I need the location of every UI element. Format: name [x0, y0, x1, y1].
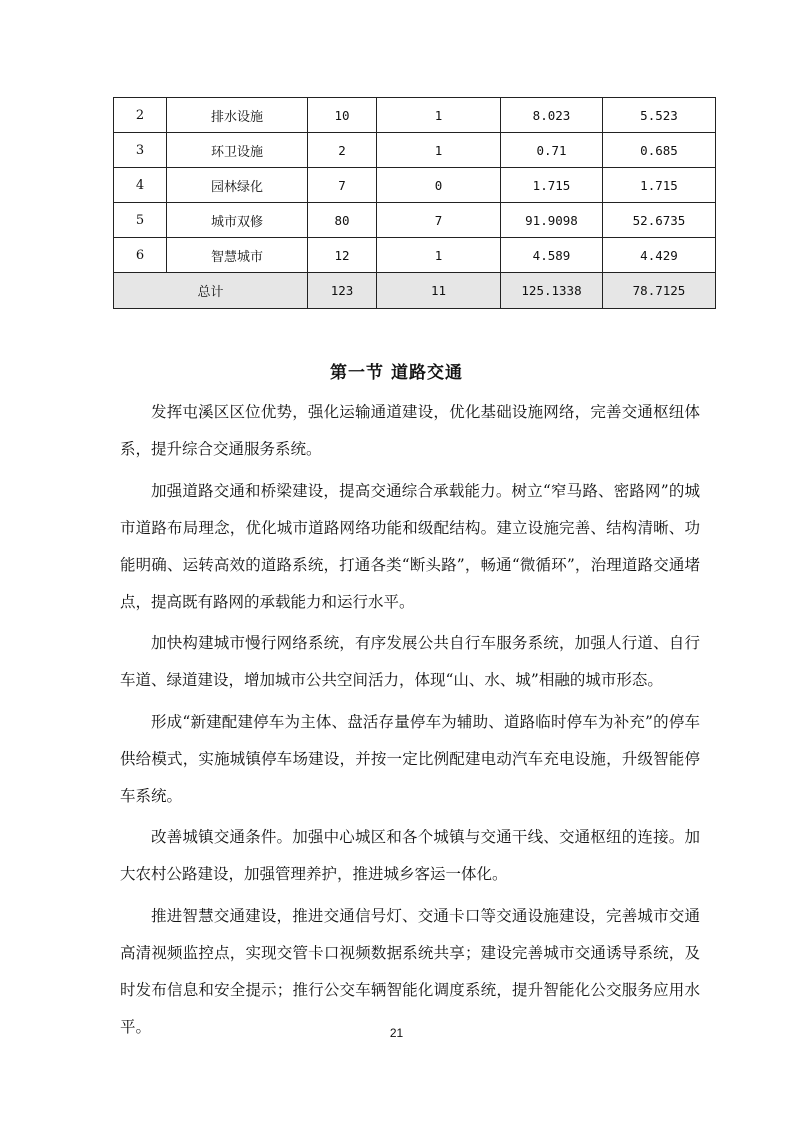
paragraph: 加强道路交通和桥梁建设，提高交通综合承载能力。树立“窄马路、密路网”的城市道路布局理念，优化城市道路网络功能和级配结构。建立设施完善、结构清晰、功能明确、运转高效的道路系统，打通各类“断头路”，畅通“微循环”，治理道路交通堵点，提高既有路网的承载能力和运行水平。 [120, 481, 700, 611]
table-row [114, 238, 716, 273]
total-label: 总计 [114, 273, 308, 309]
cell-c: 91.9098 [501, 203, 603, 238]
cell-name: 城市双修 [167, 203, 308, 238]
cell-b: 7 [377, 203, 501, 238]
cell-no: 3 [114, 133, 167, 168]
cell-name: 园林绿化 [167, 168, 308, 203]
page-number: 21 [389, 1026, 404, 1040]
cell-d: 52.6735 [603, 203, 716, 238]
cell-a: 7 [308, 168, 377, 203]
paragraph: 推进智慧交通建设，推进交通信号灯、交通卡口等交通设施建设，完善城市交通高清视频监控点，实现交管卡口视频数据系统共享；建设完善城市交通诱导系统，及时发布信息和安全提示；推行公交车辆智能化调度系统，提升智能化公交服务应用水平。 [120, 906, 700, 1036]
table-total-row [114, 273, 716, 309]
paragraph: 发挥屯溪区区位优势，强化运输通道建设，优化基础设施网络，完善交通枢纽体系，提升综合交通服务系统。 [120, 403, 700, 458]
cell-c: 4.589 [501, 238, 603, 273]
body-text [120, 394, 700, 1050]
cell-d: 0.685 [603, 133, 716, 168]
cell-a: 80 [308, 203, 377, 238]
cell-no: 2 [114, 98, 167, 133]
cell-name: 排水设施 [167, 98, 308, 133]
total-a: 123 [308, 273, 377, 309]
cell-no: 6 [114, 238, 167, 273]
table-row [114, 168, 716, 203]
cell-b: 0 [377, 168, 501, 203]
cell-d: 1.715 [603, 168, 716, 203]
cell-no: 4 [114, 168, 167, 203]
section-title: 第一节 道路交通 [330, 363, 463, 383]
total-c: 125.1338 [501, 273, 603, 309]
cell-b: 1 [377, 133, 501, 168]
table-row [114, 133, 716, 168]
cell-b: 1 [377, 98, 501, 133]
cell-c: 0.71 [501, 133, 603, 168]
cell-d: 5.523 [603, 98, 716, 133]
paragraph: 形成“新建配建停车为主体、盘活存量停车为辅助、道路临时停车为补充”的停车供给模式，实施城镇停车场建设，并按一定比例配建电动汽车充电设施，升级智能停车系统。 [120, 712, 700, 805]
project-table [113, 97, 716, 309]
table-row [114, 203, 716, 238]
cell-d: 4.429 [603, 238, 716, 273]
cell-no: 5 [114, 203, 167, 238]
paragraph: 加快构建城市慢行网络系统，有序发展公共自行车服务系统，加强人行道、自行车道、绿道建设，增加城市公共空间活力，体现“山、水、城”相融的城市形态。 [120, 634, 700, 689]
cell-a: 12 [308, 238, 377, 273]
cell-name: 智慧城市 [167, 238, 308, 273]
paragraph: 改善城镇交通条件。加强中心城区和各个城镇与交通干线、交通枢纽的连接。加大农村公路建设，加强管理养护，推进城乡客运一体化。 [120, 828, 700, 883]
total-b: 11 [377, 273, 501, 309]
cell-b: 1 [377, 238, 501, 273]
table-row [114, 98, 716, 133]
cell-c: 1.715 [501, 168, 603, 203]
total-d: 78.7125 [603, 273, 716, 309]
cell-c: 8.023 [501, 98, 603, 133]
cell-a: 2 [308, 133, 377, 168]
cell-a: 10 [308, 98, 377, 133]
cell-name: 环卫设施 [167, 133, 308, 168]
